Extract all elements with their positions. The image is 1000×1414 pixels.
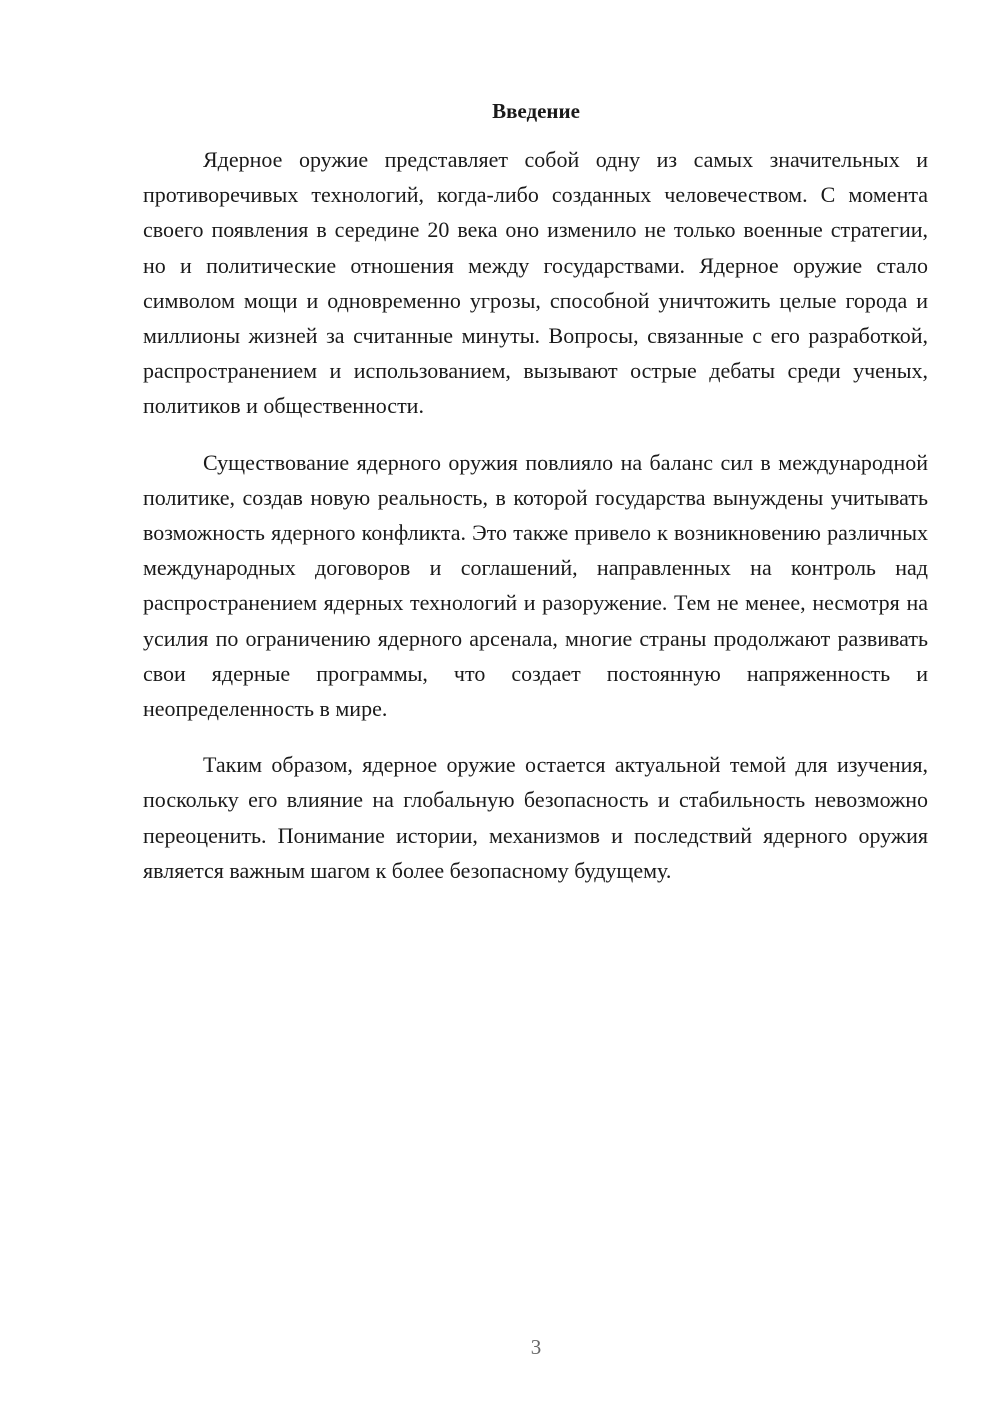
paragraph-2: Существование ядерного оружия повлияло на баланс сил в международной политике, создав новую реальность, в которой государства вынуждены учитывать возможность ядерного конфликта. Это также привело к возникновению различных международных договоров и соглашений, направленных на контроль над распространением ядерных технологий и разоружение. Тем не менее, несмотря на усилия по ограничению ядерного арсенала, многие страны продолжают развивать свои ядерные программы, что создает постоянную напряженность и неопределенность в мире. (143, 449, 928, 722)
paragraph-3: Таким образом, ядерное оружие остается актуальной темой для изучения, поскольку его влияние на глобальную безопасность и стабильность невозможно переоценить. Понимание истории, механизмов и последствий ядерного оружия является важным шагом к более безопасному будущему. (143, 752, 928, 883)
paragraph-1: Ядерное оружие представляет собой одну из самых значительных и противоречивых технологий, когда-либо созданных человечеством. С момента своего появления в середине 20 века оно изменило не только военные стратегии, но и политические отношения между государствами. Ядерное оружие стало символом мощи и одновременно угрозы, способной уничтожить целые города и миллионы жизней за считанные минуты. Вопросы, связанные с его разработкой, распространением и использованием, вызывают острые дебаты среди ученых, политиков и общественности. (143, 147, 928, 419)
page-number: 3 (530, 1335, 542, 1359)
body-text (143, 142, 928, 909)
page-title: Введение (492, 99, 580, 123)
